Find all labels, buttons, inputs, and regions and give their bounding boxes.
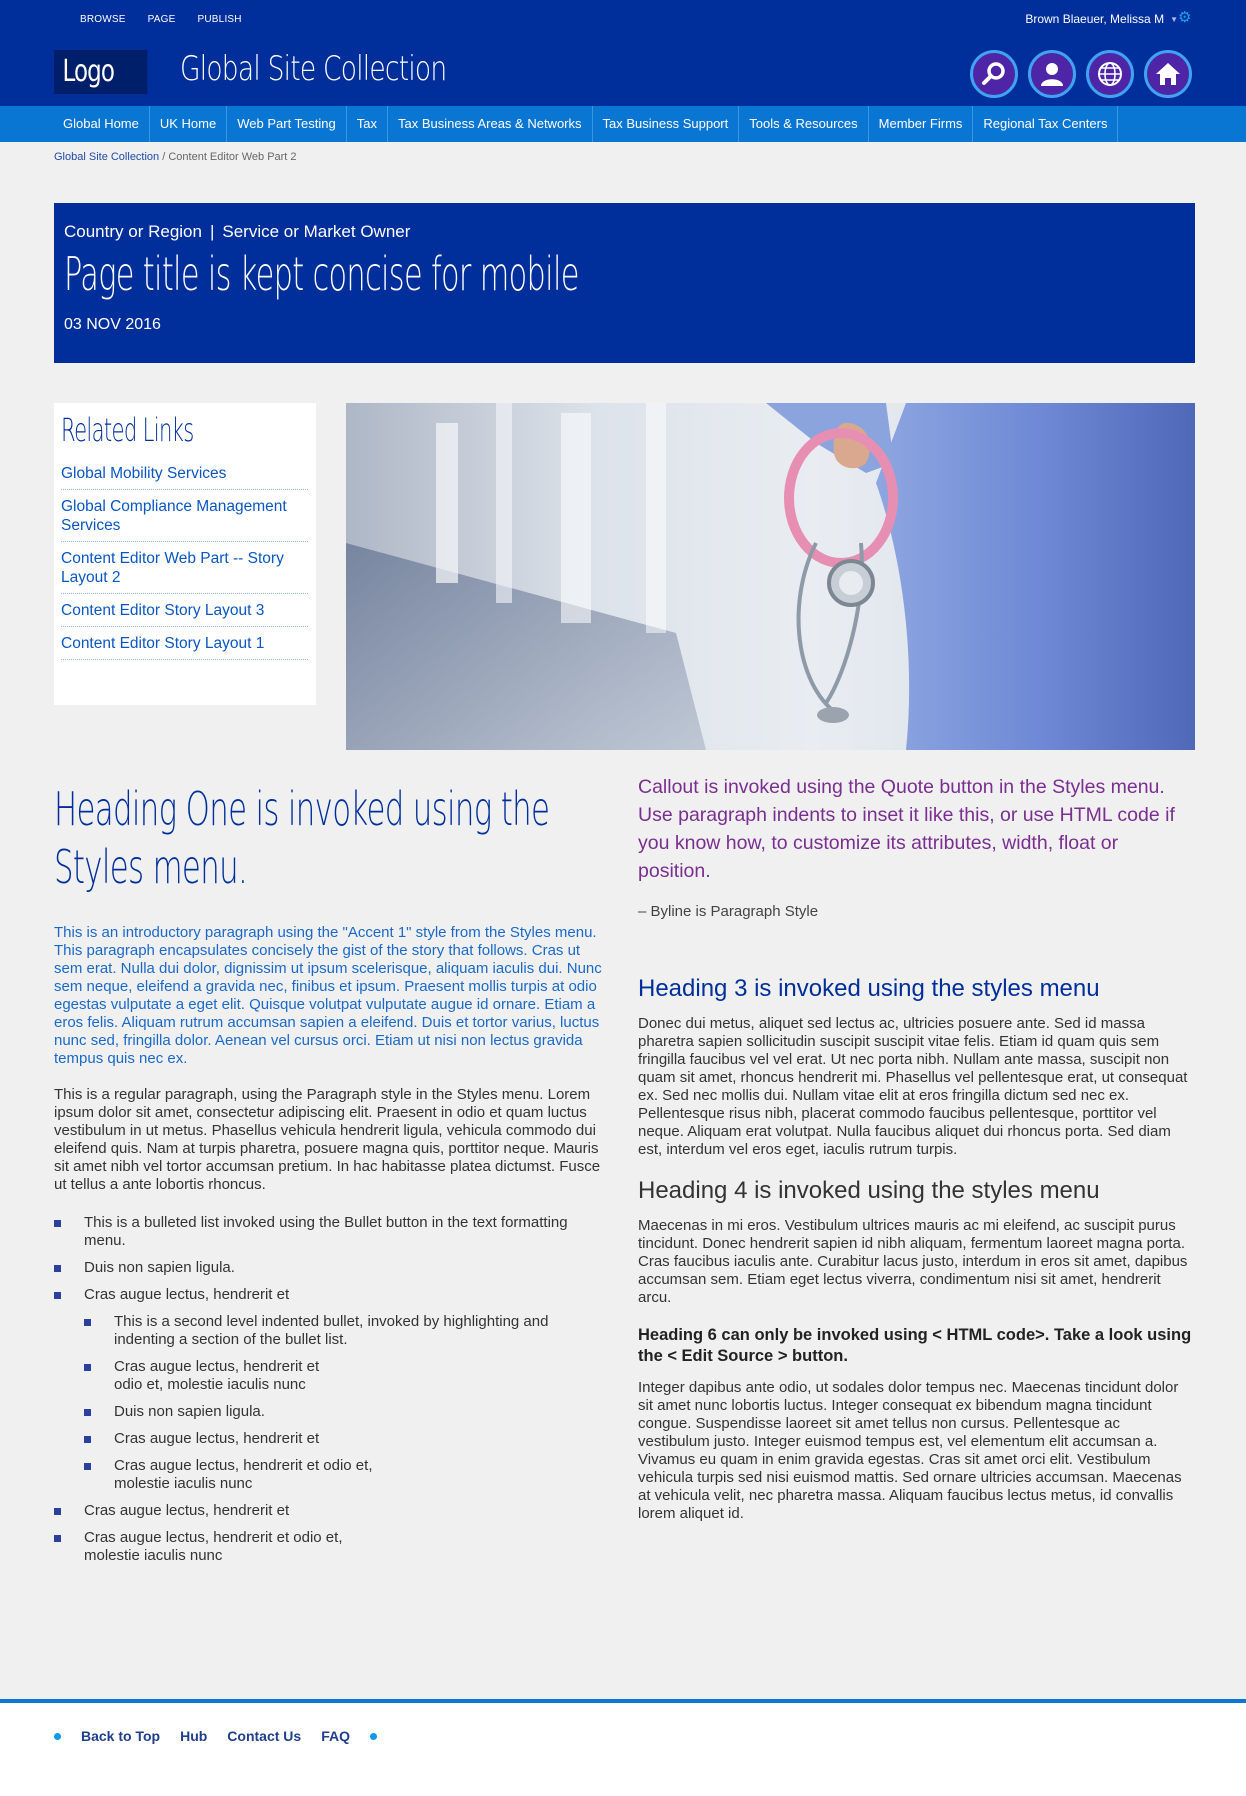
list-item <box>84 1457 384 1493</box>
footer-links <box>54 1728 377 1744</box>
heading-three: Heading 3 is invoked using the styles menu <box>638 975 1100 1002</box>
main-right-column <box>638 773 1195 1523</box>
ribbon-tabs <box>80 14 242 25</box>
user-name[interactable]: Brown Blaeuer, Melissa M <box>1025 12 1165 26</box>
list-item-text: Cras augue lectus, hendrerit et odio et, molestie iaculis nunc <box>114 1457 373 1492</box>
top-header <box>0 0 1246 106</box>
heading-one: Heading One is invoked using the Styles menu. <box>54 782 550 894</box>
home-button[interactable] <box>1144 50 1192 98</box>
regular-paragraph: This is a regular paragraph, using the Paragraph style in the Styles menu. Lorem ipsum dolor sit amet, consectetur adipiscing elit. Praesent in odio et quam luctus vestibulum in ut metus. Phasellus vehicula hendrerit ligula, vehicula commodo dui eleifend quis. Nam at turpis pharetra, posuere magna quis, porttitor neque. Mauris sit amet nibh vel tortor accumsan pretium. In hac habitasse platea dictumst. Fusce ut tellus a ante lobortis rhoncus. <box>54 1086 601 1193</box>
ribbon-tab-publish[interactable]: PUBLISH <box>197 14 242 25</box>
list-item <box>61 490 308 542</box>
search-button[interactable] <box>970 50 1018 98</box>
page-date: 03 NOV 2016 <box>64 316 161 333</box>
site-title[interactable]: Global Site Collection <box>180 49 447 89</box>
bullet-dot-icon <box>370 1733 377 1740</box>
list-item <box>61 627 308 660</box>
list-item <box>61 457 308 490</box>
search-icon <box>980 60 1008 88</box>
related-link-story-layout-2[interactable]: Content Editor Web Part -- Story Layout 2 <box>61 550 284 586</box>
list-item-text: Cras augue lectus, hendrerit et odio et, molestie iaculis nunc <box>84 1529 343 1564</box>
related-link-story-layout-3[interactable]: Content Editor Story Layout 3 <box>61 602 265 619</box>
user-menu[interactable] <box>1025 12 1178 26</box>
story-image <box>346 403 1195 750</box>
stethoscope-photo <box>346 403 1195 750</box>
related-links-list <box>61 457 308 660</box>
footer-link-faq[interactable]: FAQ <box>321 1728 350 1744</box>
list-item <box>84 1358 324 1394</box>
list-item <box>54 1529 384 1565</box>
profile-button[interactable] <box>1028 50 1076 98</box>
related-links-panel <box>54 403 316 705</box>
list-item <box>61 542 308 594</box>
logo[interactable]: Logo <box>54 50 148 94</box>
bullet-dot-icon <box>54 1733 61 1740</box>
global-nav <box>0 106 1246 142</box>
page-hero <box>54 203 1195 363</box>
nav-item-tax-business-support[interactable]: Tax Business Support <box>593 106 740 142</box>
related-links-title: Related Links <box>61 411 194 449</box>
byline: – Byline is Paragraph Style <box>638 903 819 920</box>
list-item <box>54 1286 609 1493</box>
ribbon-tab-page[interactable]: PAGE <box>147 14 176 25</box>
list-item-text: Cras augue lectus, hendrerit et odio et, molestie iaculis nunc <box>114 1358 320 1393</box>
breadcrumb-root-link[interactable]: Global Site Collection <box>54 151 160 163</box>
list-item: Duis non sapien ligula. <box>84 1403 609 1421</box>
nav-item-regional-tax-centers[interactable]: Regional Tax Centers <box>973 106 1118 142</box>
globe-icon <box>1096 60 1124 88</box>
nested-list <box>84 1313 609 1493</box>
heading-six-paragraph: Integer dapibus ante odio, ut sodales dolor tempus nec. Maecenas tincidunt dolor sit amet nunc lobortis luctus. Integer consequat ex bibendum magna tincidunt congue. Suspendisse laoreet sit amet tellus non cursus. Pellentesque ac vestibulum justo. Integer euismod tempus est, vel elementum elit accumsan a. Vivamus eu quam in enim gravida egestas. Cras sit amet orci elit. Vestibulum vehicula turpis sed nisi euismod mattis. Sed ornare ultricies accumsan. Maecenas at vehicula velit, nec pharetra massa. Aliquam faucibus lectus metus, id convallis lorem aliquet id. <box>638 1379 1182 1522</box>
gear-icon[interactable]: ⚙ <box>1178 9 1192 26</box>
heading-four: Heading 4 is invoked using the styles menu <box>638 1177 1100 1204</box>
footer-link-contact-us[interactable]: Contact Us <box>227 1728 302 1744</box>
nav-item-tax-business-areas[interactable]: Tax Business Areas & Networks <box>388 106 593 142</box>
nav-item-tools-resources[interactable]: Tools & Resources <box>739 106 868 142</box>
list-item: Duis non sapien ligula. <box>54 1259 609 1277</box>
footer <box>0 1703 1246 1796</box>
user-icon <box>1038 60 1066 88</box>
nav-item-tax[interactable]: Tax <box>347 106 388 142</box>
globe-button[interactable] <box>1086 50 1134 98</box>
hero-owner: Service or Market Owner <box>222 222 411 241</box>
heading-three-paragraph: Donec dui metus, aliquet sed lectus ac, ultricies posuere ante. Sed id massa pharetra sapien sollicitudin suscipit suscipit vitae felis. Etiam id quam quis sem fringilla faucibus vel vel erat. Ut nec porta nibh. Nullam ante massa, suscipit non quam sit amet, rhoncus hendrerit mi. Phasellus vel pellentesque erat, ut consequat ex. Sed nec mollis dui. Nullam vitae elit at eros fringilla dictum sed nec ex. Pellentesque risus nibh, placerat commodo faucibus pellentesque, porttitor vel neque. Aliquam erat volutpat. Nulla faucibus aliquet dui rhoncus porta. Sed diam est, interdum vel eros eget, iaculis rutrum turpis. <box>638 1015 1188 1158</box>
heading-four-paragraph: Maecenas in mi eros. Vestibulum ultrices mauris ac mi eleifend, ac suscipit purus tincidunt. Donec hendrerit sapien id nibh aliquam, fermentum laoreet magna porta. Cras faucibus iaculis ante. Curabitur lacus justo, interdum in eros sit amet, dapibus accumsan sem. Etiam eget lectus viverra, condimentum nisi sit amet, hendrerit arcu. <box>638 1217 1188 1306</box>
related-link-story-layout-1[interactable]: Content Editor Story Layout 1 <box>61 635 265 652</box>
breadcrumb-current: Content Editor Web Part 2 <box>168 151 297 163</box>
intro-paragraph: This is an introductory paragraph using the "Accent 1" style from the Styles menu. This paragraph encapsulates concisely the gist of the story that follows. Cras ut sem erat. Nulla dui dolor, dignissim ut ipsum scelerisque, aliquam iaculis dui. Nunc sem neque, eleifend a gravida nec, finibus et ipsum. Praesent mollis turpis at odio egestas vulputate a eget elit. Quisque volutpat vulputate augue id ornare. Etiam a eros felis. Aliquam rutrum accumsan sapien a eleifend. Duis et tortor varius, luctus nunc sed, fringilla dolor. Aenean vel cursus orci. Etiam ut nisi non lectus gravida tempus quis nec ex. <box>54 924 602 1067</box>
main-left-column <box>54 780 609 1574</box>
breadcrumb-separator: / <box>159 151 169 163</box>
heading-six: Heading 6 can only be invoked using < HTML code>. Take a look using the < Edit Source > button. <box>638 1326 1192 1365</box>
footer-link-back-to-top[interactable]: Back to Top <box>81 1728 161 1744</box>
breadcrumb <box>54 151 297 163</box>
footer-link-hub[interactable]: Hub <box>180 1728 208 1744</box>
list-item: This is a second level indented bullet, invoked by highlighting and indenting a section of the bullet list. <box>84 1313 609 1349</box>
nav-item-uk-home[interactable]: UK Home <box>150 106 227 142</box>
page-title: Page title is kept concise for mobile <box>64 247 579 301</box>
hero-region: Country or Region <box>64 222 202 241</box>
nav-item-member-firms[interactable]: Member Firms <box>869 106 974 142</box>
related-link-global-mobility[interactable]: Global Mobility Services <box>61 465 227 482</box>
header-icon-buttons <box>970 50 1192 98</box>
list-item: Cras augue lectus, hendrerit et <box>54 1502 609 1520</box>
related-link-global-compliance[interactable]: Global Compliance Management Services <box>61 498 287 534</box>
nav-item-global-home[interactable]: Global Home <box>53 106 150 142</box>
nav-item-web-part-testing[interactable]: Web Part Testing <box>227 106 347 142</box>
hero-divider: | <box>209 222 215 241</box>
list-item-text: Cras augue lectus, hendrerit et <box>84 1286 290 1303</box>
chevron-down-icon[interactable]: ▼ <box>1170 14 1178 24</box>
home-icon <box>1154 60 1182 88</box>
hero-meta <box>64 222 410 242</box>
list-item <box>61 594 308 627</box>
list-item: This is a bulleted list invoked using the Bullet button in the text formatting menu. <box>54 1214 609 1250</box>
bulleted-list <box>54 1214 609 1565</box>
list-item: Cras augue lectus, hendrerit et <box>84 1430 609 1448</box>
ribbon-tab-browse[interactable]: BROWSE <box>80 14 126 25</box>
callout-quote: Callout is invoked using the Quote button in the Styles menu. Use paragraph indents to inset it like this, or use HTML code if you know how, to customize its attributes, width, float or position. <box>638 776 1175 882</box>
